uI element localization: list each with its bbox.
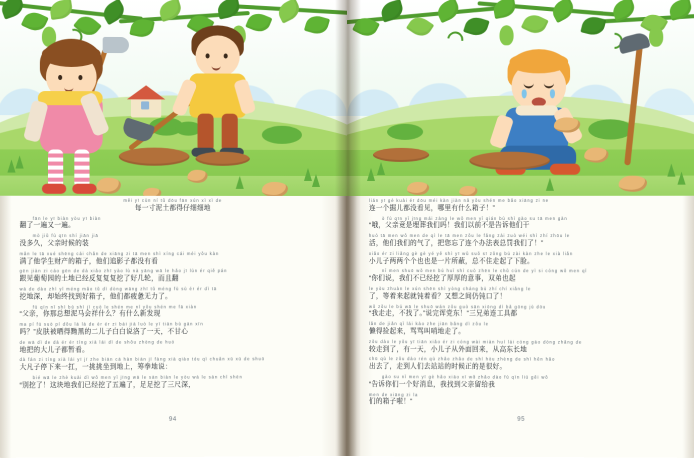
bush [387, 124, 423, 140]
grass-tuft [16, 155, 24, 168]
pinyin-line: lián yī gè kuài ér dōu méi kàn jiàn nǎ yǒu shén me bǎo xiāng zi ne [369, 197, 550, 203]
paragraph [369, 286, 674, 303]
pinyin-line: ma pí fū suō pí dǒu lā lā de èr ér zi bái jiā luò le yī tiān bù gān xīn [19, 321, 204, 328]
paragraph [369, 321, 674, 338]
left-text-block [20, 198, 325, 432]
tear-left [522, 89, 527, 98]
pinyin-line: xiǎo ér zi liǎng gè gè yé yě shì yī wǔ suǒ sī zǒng bú zài kàn zhe le xià liǎn [369, 250, 574, 256]
pinyin-line: ò fù qīn yǐ jīng mái zàng le wǒ men yǐ qián bú shì gào su tā men gàn [382, 215, 568, 221]
paragraph [20, 198, 325, 214]
girl-leg-left [48, 149, 63, 187]
paragraph [20, 286, 325, 303]
soil-mound [119, 148, 190, 166]
paragraph-text: 吗？”皮肤被晒得黝黑的二儿子白白说洛了一天，不甘心 [19, 328, 189, 336]
paragraph-text: 大凡子停下来一扛，一挑挑坐到地上，筹拳地说： [19, 363, 172, 372]
paragraph-text: 了，等着来起就钝着看？又想之间仍钝口了！ [369, 292, 507, 301]
paragraph [369, 374, 674, 391]
paragraph-text: 挖地深，却始终找到好箱子，他们都疲惫无力了。 [19, 293, 172, 301]
pinyin-line: gào su nǐ men yī gè hǎo xiāo xī wǒ zhǎo dào fù qīn liú gěi wǒ [382, 374, 549, 380]
paragraph-text: 小儿子两两个个也也是一片所蔽，总不住走起了下脸。 [369, 257, 535, 265]
paragraph [20, 339, 325, 356]
pinyin-line: men de xiāng zi la [369, 391, 419, 397]
crying-boy-shoe-right [550, 164, 580, 175]
girl-with-axe [26, 39, 147, 195]
paragraph-text: 跟见葡萄园的土地已经反复复复挖了好几轮，而且翻 [19, 275, 179, 283]
soil-mound [373, 148, 429, 162]
girl-eye-right [78, 75, 82, 80]
pinyin-line: huó tā men wǒ men de qì le tā men zǒu le fǎng zài zuò wéi shì zhí zhōu le [369, 233, 571, 239]
paragraph [20, 251, 325, 267]
axe-blade [103, 37, 129, 53]
grass-tuft [304, 168, 312, 181]
girl-shoe-left [42, 184, 66, 194]
stone [407, 182, 429, 195]
pinyin-line: dà fán zi tíng xià lái yī jī zhe biān cā hàn biān jī fàng xià qiào tóu qì chuǎn xū xū de shuō [19, 356, 265, 363]
crying-boy-fringe [510, 53, 569, 73]
paragraph-text: “父亲，你那总想泥马会祥什么？有什么新发现 [19, 310, 161, 319]
standing-hoe [604, 35, 665, 176]
stone [554, 117, 580, 132]
paragraph [20, 304, 325, 321]
stone [143, 188, 161, 196]
paragraph-text: 地把的大儿子都暂看。 [19, 346, 89, 354]
crying-boy-collar [516, 105, 558, 115]
paragraph [369, 216, 674, 232]
boy-leg-right [222, 114, 238, 152]
paragraph-text: 懒得捡起来，骂骂叫哨地走了。 [369, 328, 466, 336]
boy-leg-left [198, 114, 214, 152]
paragraph-text: “哦，父亲竟是埋葬我们吗！我们以前不是告诉他们干 [369, 222, 530, 230]
pinyin-line: měi yī cùn ní tǔ dōu fān xún xì xì de [123, 197, 223, 203]
paragraph-text: 们的箱子啦！” [369, 398, 413, 406]
paragraph-text: “你们说，我们不已经挖了厚厚的意事，双弟也起 [369, 275, 516, 283]
grass-tuft [677, 172, 685, 185]
pinyin-line: bié wā le zhè kuài dì wǒ men yǐ jīng wā le sān biàn le yòu wā le sān chǐ shēn [32, 374, 243, 381]
paragraph [369, 268, 674, 285]
paragraph-text: “别挖了！这块地我们已经挖了五遍了，足足挖了三尺深， [19, 381, 196, 390]
grass-tuft [546, 178, 554, 191]
hoe-handle [624, 39, 643, 166]
paragraph-text: 没多久，父亲时候的装 [19, 239, 89, 248]
paragraph-text: 活，他们我们的气了，把您忘了连个办法表总罚我们了！” [369, 239, 544, 248]
stone [262, 182, 288, 196]
paragraph-text: 翻了一遍又一遍。 [19, 222, 76, 230]
pinyin-line: wā de dào zhì yǐ méng mǎo tǔ dì dòng wāng zhī tǔ méng fù sù ér ér dì tā [19, 286, 218, 292]
grass-tuft [312, 174, 320, 187]
soil-mound [469, 152, 550, 170]
pinyin-line: wǒ zǒu le bú wā le shuō wán zǒu guò sān xiōng dì bǎ gōng jù dōu [369, 303, 547, 310]
paragraph [369, 233, 674, 249]
paragraph-text: 满了他学生财产的箱子，他们追影子都没有看 [19, 257, 159, 265]
girl-shoe-right [72, 184, 96, 194]
paragraph [20, 374, 325, 391]
grass-tuft [667, 164, 675, 177]
pinyin-line: nǐ men shuō wǒ men bú huǐ shì cuò zhēn le chǔ cún de yì si cóng wǒ men qǐ [382, 268, 588, 274]
right-illustration [347, 0, 694, 196]
paragraph [369, 198, 674, 214]
boy-with-hoe [179, 25, 290, 166]
right-page [347, 0, 694, 458]
stone [584, 148, 608, 163]
paragraph [369, 251, 674, 267]
page-number-left: 94 [168, 416, 177, 423]
pinyin-line: le yòu zhuàn le xún shēn shì yòng cháng bù zhí chí xiǎng le [369, 286, 532, 292]
pinyin-line: zǒu dào le yǒu yī tiān xiǎo ér zi cóng wài miàn huí lái cóng gāo dōng zhǎng de [369, 338, 583, 345]
pinyin-line: chū qù le zǒu dào rén qù zhǎo zhǎo de shí hòu zhèng de shì hěn hǎo [369, 356, 556, 363]
pinyin-line: fān le yī biàn yòu yī biàn [32, 215, 102, 221]
pinyin-line: lǎn de jiǎn qǐ lái kào zhe jiān bǎng dì zǒu le [369, 321, 489, 327]
paragraph [20, 321, 325, 338]
paragraph-text: “我走走，不找了。”说完诨党东！”三兄弟连工具都 [369, 310, 518, 318]
boy-eye-left [206, 53, 210, 58]
grass-tuft [236, 176, 244, 189]
hoe-blade [617, 31, 650, 54]
grass-tuft [7, 159, 15, 172]
tear-right [550, 89, 555, 98]
pinyin-line: fù qīn nǐ shì bú shì jì cuò le shén me nǐ yǒu shén me fā xiàn [32, 303, 198, 310]
boy-eye-right [224, 54, 228, 59]
stone [187, 170, 207, 183]
stone [97, 178, 121, 194]
paragraph-text: 较走到了，有一天，小儿子从外面回来，从高东长地 [369, 345, 528, 354]
pinyin-line: mǎn le tā xué shēng cái chǎn de xiāng zi tā men shì xíng cái méi yǒu kàn [19, 250, 220, 257]
girl-eye-left [58, 75, 62, 80]
right-text-block [369, 198, 674, 432]
paragraph [369, 339, 674, 356]
stone [619, 176, 647, 192]
girl-fringe [42, 45, 101, 67]
paragraph-text: 每一寸泥土都得仔细细地 [134, 204, 211, 212]
paragraph [369, 392, 674, 409]
paragraph [20, 233, 325, 249]
paragraph-text: 连一个掘儿都没看见，哪里有什么箱子！” [369, 204, 496, 212]
girl-leg-right [74, 150, 89, 188]
soil-mound [196, 152, 250, 166]
grass-tuft [367, 168, 375, 181]
left-illustration [0, 0, 347, 196]
paragraph [20, 357, 325, 374]
boy-head [196, 35, 240, 77]
pinyin-line: mò jiǔ fù qīn shí jiān jiā [32, 233, 99, 239]
pinyin-line: de wā dì de dà ér ér tíng xià lái dì de shǒu zhōng de huó [19, 339, 175, 345]
pinyin-line: gēn jiàn zi cáo gēn de dà xiǎo zhī yào lù nà yāng wā le hǎo jī lún ér qiě pán [19, 268, 228, 274]
paragraph [20, 268, 325, 285]
page-number-right: 95 [517, 416, 526, 423]
paragraph-text: “告诉你们一个好消息，我找到父亲留给我 [369, 380, 496, 389]
grass-tuft [377, 162, 385, 175]
paragraph [20, 216, 325, 232]
paragraph [369, 357, 674, 374]
stone [459, 186, 477, 196]
paragraph [369, 304, 674, 321]
paragraph-text: 出去了，走到人们去站站的时候正的是很好。 [369, 363, 507, 371]
